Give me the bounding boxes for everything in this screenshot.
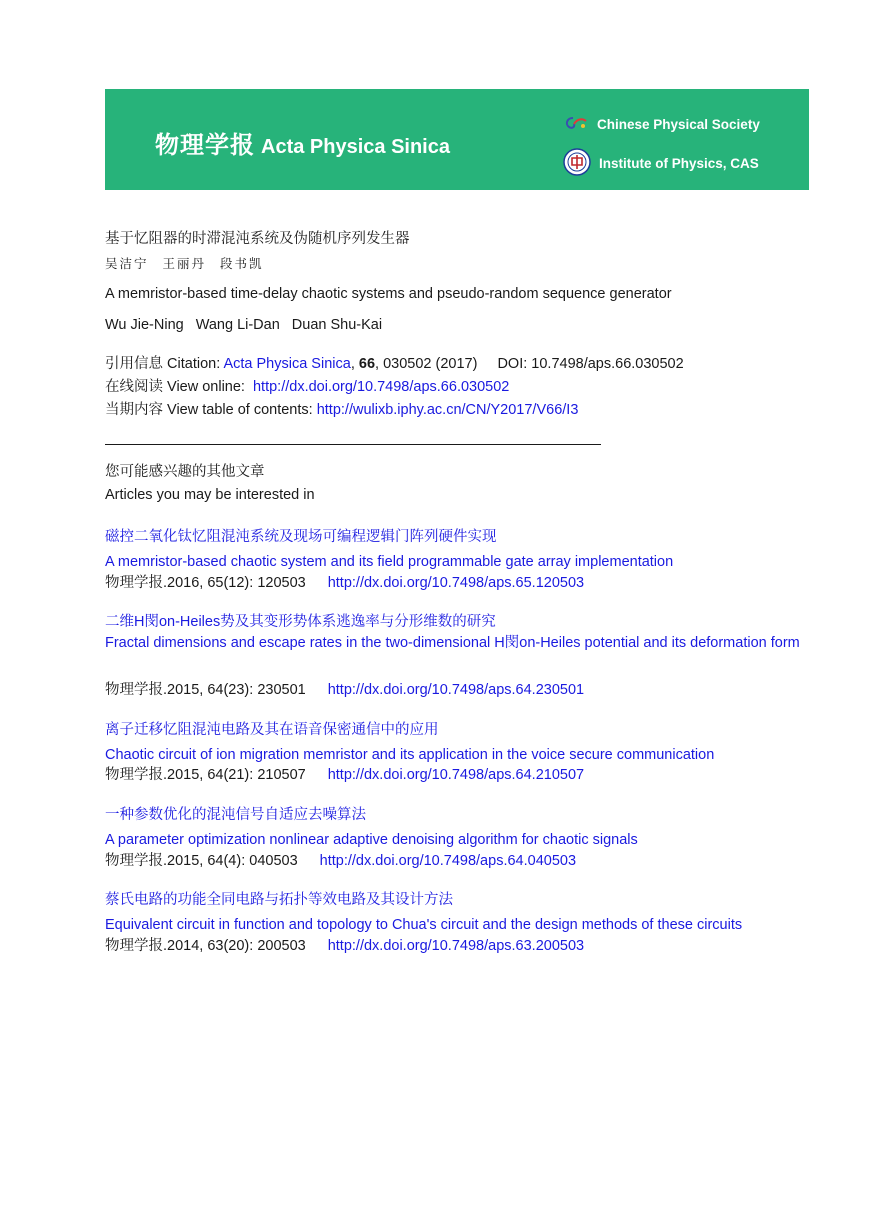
article-url-link[interactable]: http://dx.doi.org/10.7498/aps.64.040503 [319,853,577,869]
doi-value: 10.7498/aps.66.030502 [531,356,684,372]
article-title-en-link[interactable]: A parameter optimization nonlinear adaptive denoising algorithm for chaotic signals [105,832,638,848]
article-reference [105,766,584,784]
related-heading-en: Articles you may be interested in [105,487,315,503]
citation-line: 引用信息 Citation: Acta Physica Sinica, 66, 030502 (2017) DOI: 10.7498/aps.66.030502 [105,356,684,372]
article-ref-text: 物理学报.2014, 63(20): 200503 [105,938,306,954]
author-zh: 王丽丹 [162,256,207,271]
article-reference [105,852,576,870]
article-title-zh-link[interactable]: 离子迁移忆阻混沌电路及其在语音保密通信中的应用 [105,722,439,738]
journal-title [155,125,450,160]
citation-volume: 66 [358,356,376,372]
journal-title-zh: 物理学报 [155,132,255,159]
article-url-link[interactable]: http://dx.doi.org/10.7498/aps.64.210507 [327,767,585,783]
journal-title-en: Acta Physica Sinica [261,136,450,158]
view-online-line [105,378,509,396]
society-institute-of-physics [563,148,759,179]
paper-authors-zh [105,255,278,273]
divider [105,444,601,445]
online-label: 在线阅读 View online: [105,379,245,395]
article-reference [105,937,584,955]
cps-logo-icon [563,115,589,134]
article-title-zh-link[interactable]: 二维H閔on-Heiles势及其变形势体系逃逸率与分形维数的研究 [105,614,496,630]
author-en: Wu Jie-Ning [105,317,184,333]
society2-label: Institute of Physics, CAS [599,156,759,171]
article-title-zh-link[interactable]: 磁控二氧化钛忆阻混沌系统及现场可编程逻辑门阵列硬件实现 [105,529,497,545]
citation-rest: , 030502 (2017) [375,356,478,372]
article-reference [105,681,584,699]
author-en: Duan Shu-Kai [291,317,383,333]
author-zh: 吴洁宁 [105,256,149,271]
online-url-link[interactable]: http://dx.doi.org/10.7498/aps.66.030502 [252,379,510,395]
article-title-zh-link[interactable]: 蔡氏电路的功能全同电路与拓扑等效电路及其设计方法 [105,892,453,908]
article-reference [105,574,584,592]
article-title-zh-link[interactable]: 一种参数优化的混沌信号自适应去噪算法 [105,807,366,823]
citation-journal-link[interactable]: Acta Physica Sinica [223,356,351,372]
article-url-link[interactable]: http://dx.doi.org/10.7498/aps.65.120503 [327,575,585,591]
society1-label: Chinese Physical Society [597,117,760,132]
journal-banner [105,89,809,190]
article-title-en-link[interactable]: Chaotic circuit of ion migration memristor and its application in the voice secure communication [105,747,715,763]
citation-label: 引用信息 Citation: [105,356,221,372]
paper-title-zh: 基于忆阻器的时滞混沌系统及伪随机序列发生器 [105,231,410,247]
doi-label: DOI: [497,356,528,372]
article-title-en-link[interactable]: Equivalent circuit in function and topology to Chua's circuit and the design methods of these circuits [105,917,743,933]
paper-title-en: A memristor-based time-delay chaotic systems and pseudo-random sequence generator [105,286,672,302]
author-en: Wang Li-Dan [195,317,280,333]
toc-label: 当期内容 View table of contents: [105,402,313,418]
article-title-en-link[interactable]: A memristor-based chaotic system and its field programmable gate array implementation [105,554,674,570]
toc-line [105,401,578,419]
iop-seal-icon [563,148,591,179]
society-chinese-physical-society [563,115,760,134]
paper-authors-en [105,316,394,334]
article-url-link[interactable]: http://dx.doi.org/10.7498/aps.64.230501 [327,682,585,698]
article-title-en-link[interactable]: Fractal dimensions and escape rates in the two-dimensional H閔on-Heiles potential and its deformation form [105,635,800,651]
related-heading-zh: 您可能感兴趣的其他文章 [105,464,265,480]
article-url-link[interactable]: http://dx.doi.org/10.7498/aps.63.200503 [327,938,585,954]
article-ref-text: 物理学报.2015, 64(23): 230501 [105,682,306,698]
article-ref-text: 物理学报.2016, 65(12): 120503 [105,575,306,591]
article-ref-text: 物理学报.2015, 64(4): 040503 [105,853,298,869]
article-ref-text: 物理学报.2015, 64(21): 210507 [105,767,306,783]
author-zh: 段书凯 [220,256,264,271]
toc-url-link[interactable]: http://wulixb.iphy.ac.cn/CN/Y2017/V66/I3 [316,402,579,418]
